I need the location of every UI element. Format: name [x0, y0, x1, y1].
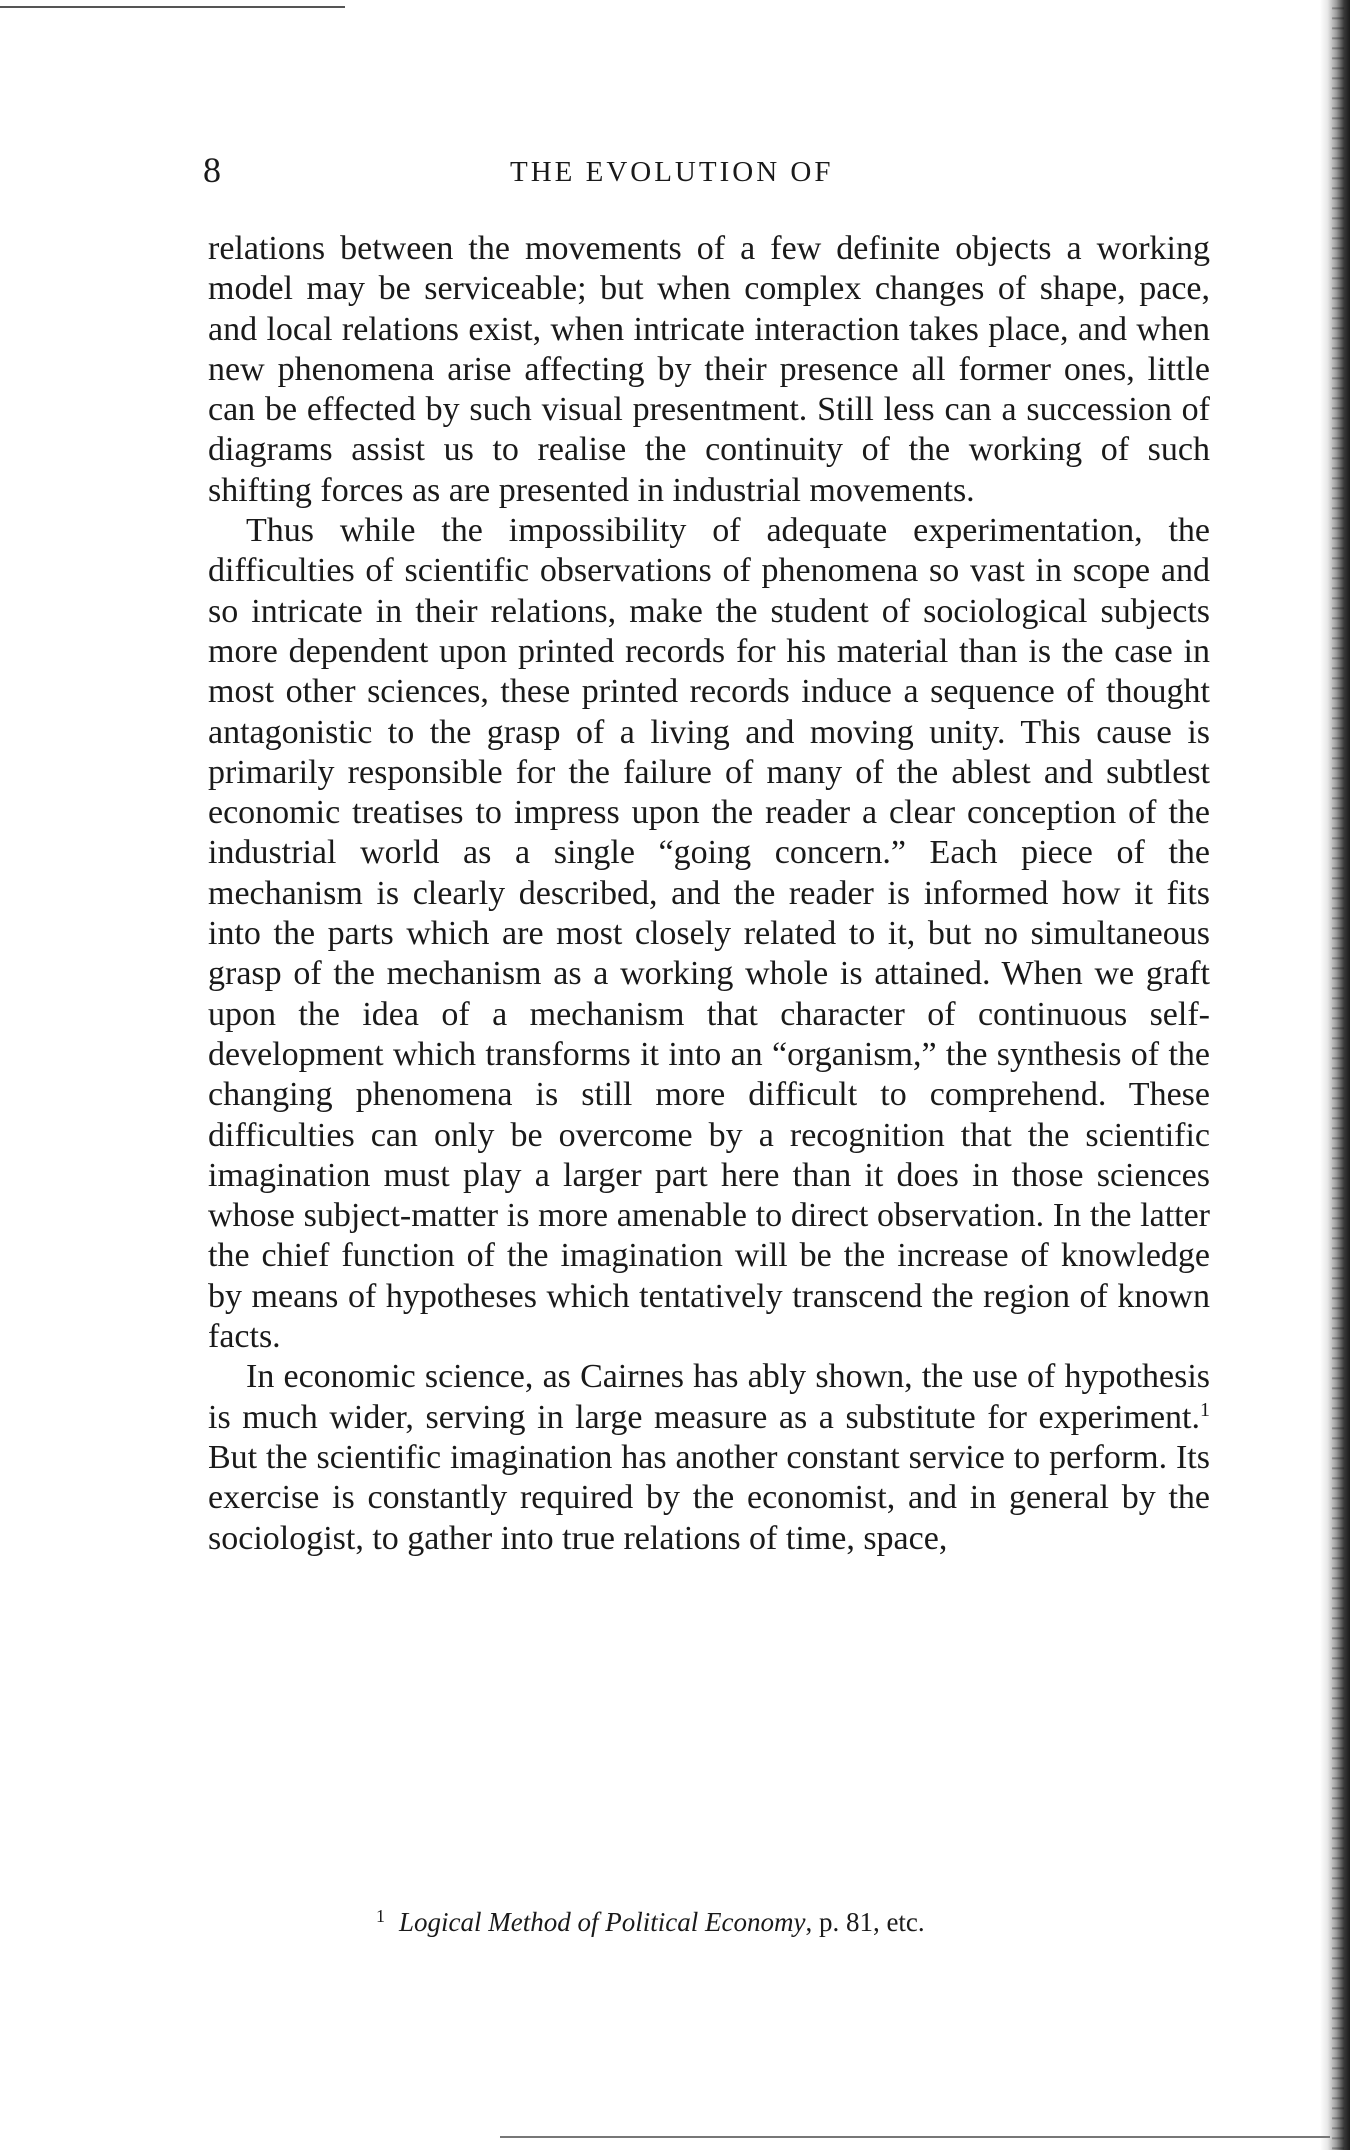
page-edge-marks [1332, 0, 1344, 2150]
footnote [376, 1898, 1196, 1940]
bottom-rule [500, 2136, 1330, 2138]
footnote-rest: , p. 81, etc. [805, 1907, 925, 1937]
page-number: 8 [203, 150, 221, 190]
paragraph-2: Thus while the impossibility of adequate experimentation, the difficulties of scientific observations of phenomena so vast in scope and so intricate in their relations, make the student of sociological subjects more dependent upon printed records for his material than is the case in most other sciences, these printed records induce a sequence of thought antagonistic to the grasp of a living and moving unity. This cause is primarily responsible for the failure of many of the ablest and subtlest economic treatises to impress upon the reader a clear conception of the industrial world as a single “going concern.” Each piece of the mechanism is clearly described, and the reader is informed how it fits into the parts which are most closely related to it, but no simultaneous grasp of the mechanism as a working whole is attained. When we graft upon the idea of a mechanism that character of continuous self-development which transforms it into an “organism,” the synthesis of the changing phenomena is still more difficult to comprehend. These difficulties can only be overcome by a recognition that the scientific imagination must play a larger part here than it does in those sciences whose subject-matter is more amenable to direct observation. In the latter the chief function of the imagination will be the increase of knowledge by means of hypotheses which tentatively transcend the region of known facts. [208, 512, 1210, 1356]
paragraph-3-text-before: In economic science, as Cairnes has ably shown, the use of hypothesis is much wider, serving in large measure as a substitute for experiment. [208, 1358, 1210, 1436]
body-text [208, 229, 1210, 1559]
paragraph-3 [208, 1357, 1210, 1558]
running-title: THE EVOLUTION OF [510, 156, 834, 188]
paragraph-1: relations between the movements of a few definite objects a working model may be serviceable; but when complex changes of shape, pace, and local relations exist, when intricate interaction takes place, and when new phenomena arise affecting by their presence all former ones, little can be effected by such visual presentment. Still less can a succession of diagrams assist us to realise the continuity of the working of such shifting forces as are presented in industrial movements. [208, 230, 1210, 509]
paragraph-3-text-after: But the scientific imagination has another constant service to perform. Its exercise is constantly required by the economist, and in general by the sociologist, to gather into true relations of time, space, [208, 1438, 1210, 1557]
footnote-mark: 1 [376, 1906, 385, 1926]
footnote-title: Logical Method of Political Economy [399, 1907, 806, 1937]
top-rule [0, 6, 345, 8]
running-head [0, 148, 1350, 198]
footnote-reference: 1 [1200, 1398, 1210, 1421]
